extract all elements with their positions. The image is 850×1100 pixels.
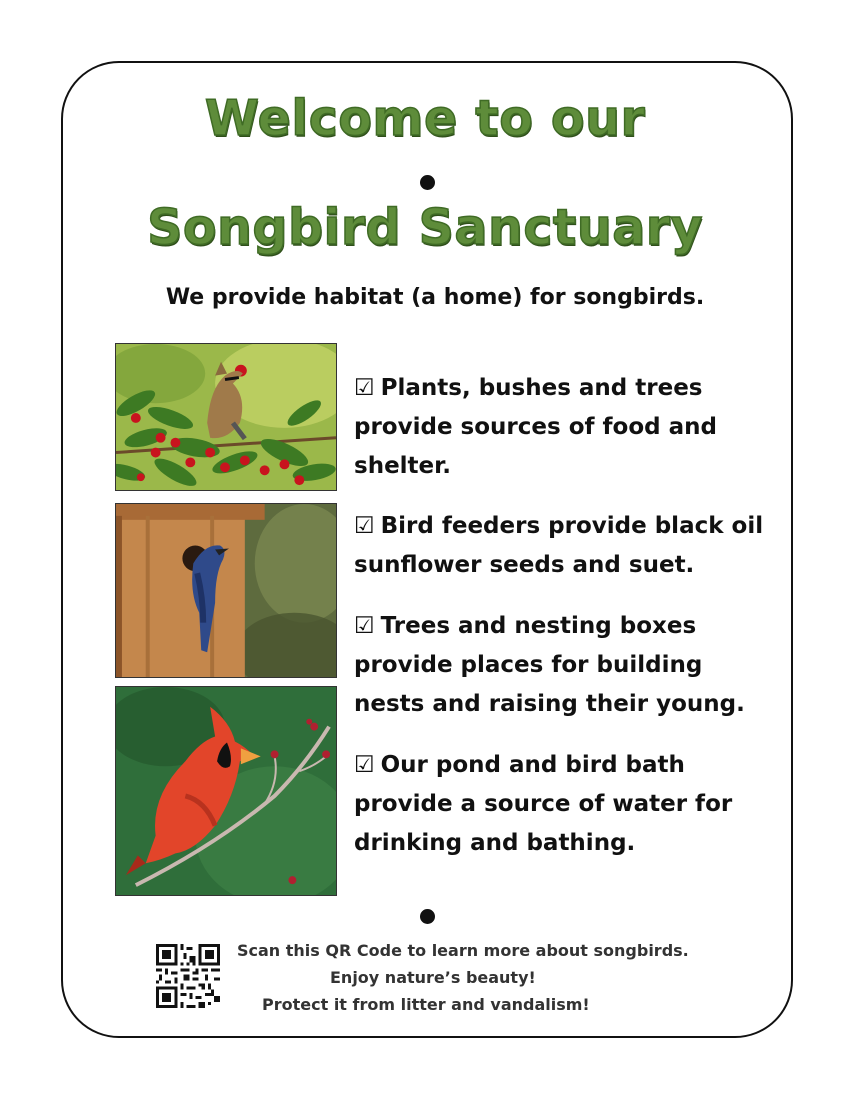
bluebird-nestbox-photo — [115, 503, 337, 678]
footer-enjoy-text: Enjoy nature’s beauty! — [330, 968, 536, 987]
list-item-text: Plants, bushes and trees provide sources of food and shelter. — [354, 375, 717, 479]
subtitle: We provide habitat (a home) for songbirds. — [165, 285, 705, 310]
checkbox-icon: ☑ — [354, 513, 375, 539]
page-title-line-1: Welcome to our — [204, 90, 646, 147]
list-item — [354, 746, 774, 863]
list-item-text: Trees and nesting boxes provide places for building nests and raising their young. — [354, 613, 745, 717]
list-item-text: Our pond and bird bath provide a source of water for drinking and bathing. — [354, 752, 733, 856]
mounting-hole-top — [420, 175, 435, 190]
qr-code[interactable] — [156, 944, 220, 1008]
cardinal-photo — [115, 686, 337, 896]
checkbox-icon: ☑ — [354, 613, 375, 639]
page-title-line-2: Songbird Sanctuary — [147, 199, 703, 256]
checkbox-icon: ☑ — [354, 375, 375, 401]
list-item — [354, 607, 774, 724]
mounting-hole-bottom — [420, 909, 435, 924]
footer-protect-text: Protect it from litter and vandalism! — [262, 995, 590, 1014]
checkbox-icon: ☑ — [354, 752, 375, 778]
list-item-text: Bird feeders provide black oil sunflower seeds and suet. — [354, 513, 764, 578]
cedar-waxwing-photo — [115, 343, 337, 491]
list-item — [354, 507, 774, 585]
list-item — [354, 369, 774, 486]
footer-qr-text: Scan this QR Code to learn more about songbirds. — [237, 941, 689, 960]
